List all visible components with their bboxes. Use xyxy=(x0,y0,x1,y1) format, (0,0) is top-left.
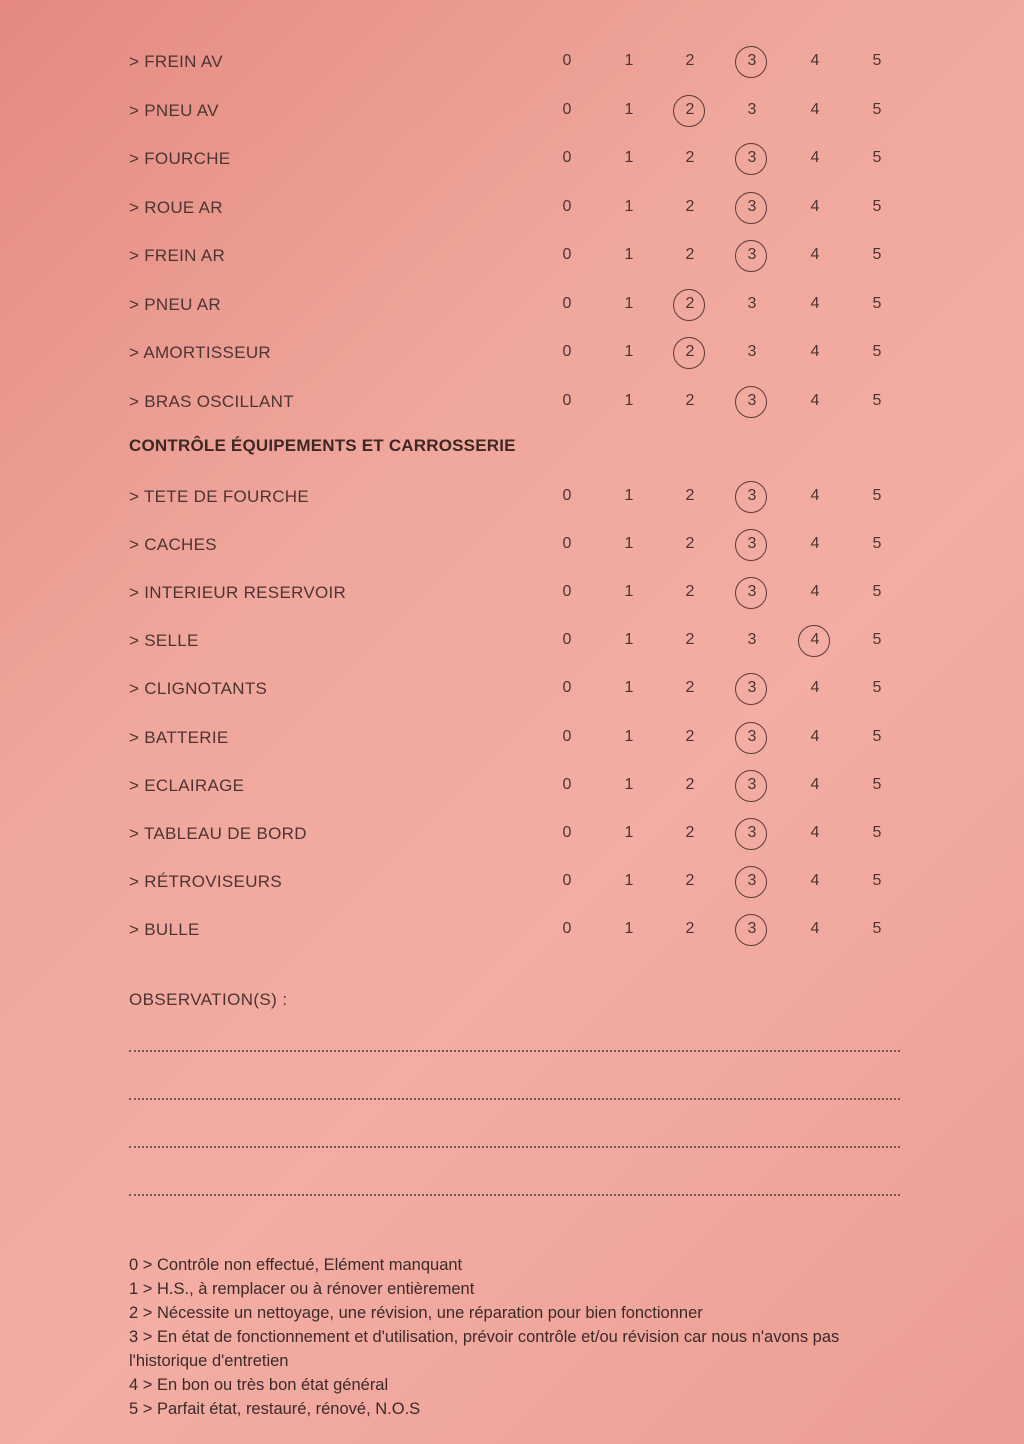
score-value: 3 xyxy=(747,294,757,312)
checklist-row xyxy=(0,916,1024,946)
score-value: 4 xyxy=(810,679,820,697)
score-value: 3 xyxy=(747,823,757,841)
item-label: > FREIN AR xyxy=(129,246,226,265)
score-value: 2 xyxy=(685,100,695,118)
checklist-row xyxy=(0,97,1024,127)
score-value: 1 xyxy=(624,775,634,793)
score-option-2[interactable] xyxy=(678,535,702,553)
score-option-2[interactable] xyxy=(678,101,702,119)
selected-circle-mark xyxy=(673,337,705,369)
score-value: 2 xyxy=(685,343,695,360)
score-value: 2 xyxy=(685,871,695,889)
score-value: 3 xyxy=(747,197,757,215)
selected-circle-mark xyxy=(735,770,767,802)
score-value: 2 xyxy=(685,583,695,601)
item-label: > CLIGNOTANTS xyxy=(129,679,268,699)
selected-circle-mark xyxy=(735,722,767,754)
score-value: 0 xyxy=(562,679,572,697)
checklist-row xyxy=(0,579,1024,609)
score-option-2[interactable] xyxy=(678,631,702,649)
checklist-row xyxy=(0,388,1024,418)
score-value: 0 xyxy=(562,391,572,409)
score-value: 2 xyxy=(685,919,695,937)
score-option-5[interactable] xyxy=(865,52,889,70)
score-value: 4 xyxy=(810,391,820,409)
score-value: 0 xyxy=(562,197,572,215)
score-value: 1 xyxy=(624,197,634,215)
score-option-0[interactable] xyxy=(555,392,579,410)
score-option-0[interactable] xyxy=(555,246,579,264)
score-value: 2 xyxy=(685,679,695,697)
score-option-1[interactable] xyxy=(617,392,641,410)
score-option-4[interactable] xyxy=(803,920,827,938)
selected-circle-mark xyxy=(735,386,767,418)
observations-title: OBSERVATION(S) : xyxy=(129,990,288,1009)
checklist-row xyxy=(0,724,1024,754)
score-value: 1 xyxy=(624,679,634,697)
score-value: 3 xyxy=(747,583,757,601)
score-option-4[interactable] xyxy=(803,246,827,264)
score-option-1[interactable] xyxy=(617,52,641,70)
selected-circle-mark xyxy=(735,818,767,850)
item-label: > ROUE AR xyxy=(129,197,223,217)
item-label: > INTERIEUR RESERVOIR xyxy=(129,583,347,603)
score-value: 0 xyxy=(562,246,572,263)
score-value: 0 xyxy=(562,583,572,601)
score-option-3[interactable] xyxy=(740,101,764,119)
legend-item-4: 4 > En bon ou très bon état général xyxy=(129,1376,389,1394)
score-value: 4 xyxy=(810,100,820,118)
score-value: 5 xyxy=(872,727,882,745)
score-option-5[interactable] xyxy=(865,246,889,264)
score-value: 2 xyxy=(685,149,695,166)
score-option-2[interactable] xyxy=(678,776,702,794)
checklist-row xyxy=(0,531,1024,561)
score-option-0[interactable] xyxy=(555,149,579,167)
score-value: 1 xyxy=(624,52,634,69)
score-value: 0 xyxy=(562,631,572,649)
score-option-4[interactable] xyxy=(803,631,827,649)
score-option-4[interactable] xyxy=(803,101,827,119)
score-option-4[interactable] xyxy=(803,295,827,313)
score-option-5[interactable] xyxy=(865,824,889,842)
observation-line-3[interactable] xyxy=(129,1144,900,1148)
score-option-4[interactable] xyxy=(803,535,827,553)
score-value: 1 xyxy=(624,294,634,312)
score-option-0[interactable] xyxy=(555,101,579,119)
legend-item-3: 3 > En état de fonctionnement et d'utilisation, prévoir contrôle et/ou révision car nous n'avons pas l'historique d'entretien xyxy=(129,1328,840,1370)
score-value: 5 xyxy=(872,487,882,504)
score-value: 0 xyxy=(562,871,572,889)
score-value: 5 xyxy=(872,583,882,601)
score-option-2[interactable] xyxy=(678,872,702,890)
score-value: 3 xyxy=(747,149,757,166)
score-option-4[interactable] xyxy=(803,872,827,890)
score-option-4[interactable] xyxy=(803,392,827,410)
score-value: 1 xyxy=(624,149,634,166)
checklist-row xyxy=(0,242,1024,272)
score-value: 5 xyxy=(872,197,882,215)
item-label: > FOURCHE xyxy=(129,149,231,168)
score-value: 0 xyxy=(562,535,572,553)
score-option-0[interactable] xyxy=(555,295,579,313)
score-option-5[interactable] xyxy=(865,872,889,890)
score-option-3[interactable] xyxy=(740,535,764,553)
score-option-3[interactable] xyxy=(740,392,764,410)
score-option-1[interactable] xyxy=(617,824,641,842)
score-option-2[interactable] xyxy=(678,679,702,697)
score-option-4[interactable] xyxy=(803,343,827,361)
score-option-4[interactable] xyxy=(803,52,827,70)
score-option-5[interactable] xyxy=(865,198,889,216)
score-option-5[interactable] xyxy=(865,920,889,938)
score-option-5[interactable] xyxy=(865,631,889,649)
score-value: 4 xyxy=(810,343,820,360)
selected-circle-mark xyxy=(735,914,767,946)
score-value: 1 xyxy=(624,919,634,937)
item-label: > BULLE xyxy=(129,919,200,939)
score-value: 2 xyxy=(685,775,695,793)
score-value: 4 xyxy=(810,52,820,69)
score-option-1[interactable] xyxy=(617,101,641,119)
item-label: > FREIN AV xyxy=(129,52,223,71)
score-option-0[interactable] xyxy=(555,487,579,505)
checklist-row xyxy=(0,675,1024,705)
score-option-1[interactable] xyxy=(617,295,641,313)
score-option-3[interactable] xyxy=(740,246,764,264)
item-label: > PNEU AR xyxy=(129,294,221,314)
score-value: 3 xyxy=(747,246,757,263)
score-option-2[interactable] xyxy=(678,728,702,746)
score-value: 5 xyxy=(872,919,882,937)
checklist-row xyxy=(0,868,1024,898)
score-value: 1 xyxy=(624,246,634,263)
score-value: 2 xyxy=(685,487,695,504)
score-option-3[interactable] xyxy=(740,149,764,167)
score-option-2[interactable] xyxy=(678,392,702,410)
score-value: 4 xyxy=(810,535,820,553)
score-option-0[interactable] xyxy=(555,198,579,216)
item-label: > ECLAIRAGE xyxy=(129,775,245,795)
selected-circle-mark xyxy=(735,143,767,175)
score-option-2[interactable] xyxy=(678,343,702,361)
score-value: 2 xyxy=(685,197,695,215)
score-value: 5 xyxy=(872,679,882,697)
score-value: 3 xyxy=(747,535,757,553)
score-option-4[interactable] xyxy=(803,198,827,216)
legend-item-0: 0 > Contrôle non effectué, Elément manquant xyxy=(129,1256,463,1274)
score-option-1[interactable] xyxy=(617,728,641,746)
score-option-1[interactable] xyxy=(617,679,641,697)
score-option-3[interactable] xyxy=(740,343,764,361)
observation-line-4[interactable] xyxy=(129,1192,900,1196)
score-option-3[interactable] xyxy=(740,198,764,216)
score-value: 1 xyxy=(624,871,634,889)
score-value: 1 xyxy=(624,343,634,360)
score-option-4[interactable] xyxy=(803,824,827,842)
selected-circle-mark xyxy=(735,529,767,561)
score-value: 5 xyxy=(872,52,882,69)
score-option-2[interactable] xyxy=(678,52,702,70)
score-value: 2 xyxy=(685,631,695,649)
item-label: > BATTERIE xyxy=(129,727,229,747)
score-value: 4 xyxy=(810,487,820,504)
score-value: 2 xyxy=(685,391,695,409)
score-option-3[interactable] xyxy=(740,920,764,938)
score-option-5[interactable] xyxy=(865,295,889,313)
score-value: 1 xyxy=(624,727,634,745)
checklist-row xyxy=(0,291,1024,321)
score-option-3[interactable] xyxy=(740,487,764,505)
score-value: 1 xyxy=(624,583,634,601)
item-label: > BRAS OSCILLANT xyxy=(129,391,294,411)
score-option-0[interactable] xyxy=(555,535,579,553)
score-value: 3 xyxy=(747,679,757,697)
score-value: 5 xyxy=(872,100,882,118)
item-label: > TABLEAU DE BORD xyxy=(129,823,307,843)
score-value: 3 xyxy=(747,391,757,409)
score-option-4[interactable] xyxy=(803,149,827,167)
selected-circle-mark xyxy=(735,673,767,705)
score-option-1[interactable] xyxy=(617,535,641,553)
item-label: > PNEU AV xyxy=(129,100,219,120)
score-value: 1 xyxy=(624,487,634,504)
selected-circle-mark xyxy=(798,625,830,657)
checklist-row xyxy=(0,772,1024,802)
score-option-5[interactable] xyxy=(865,487,889,505)
selected-circle-mark xyxy=(673,289,705,321)
score-value: 0 xyxy=(562,149,572,166)
score-option-3[interactable] xyxy=(740,583,764,601)
score-option-0[interactable] xyxy=(555,343,579,361)
score-value: 0 xyxy=(562,487,572,504)
score-option-1[interactable] xyxy=(617,149,641,167)
score-option-0[interactable] xyxy=(555,728,579,746)
score-option-5[interactable] xyxy=(865,149,889,167)
score-value: 0 xyxy=(562,727,572,745)
score-option-1[interactable] xyxy=(617,487,641,505)
score-value: 5 xyxy=(872,246,882,263)
score-option-3[interactable] xyxy=(740,824,764,842)
score-value: 5 xyxy=(872,149,882,166)
score-value: 3 xyxy=(747,631,757,649)
item-label: > SELLE xyxy=(129,631,199,651)
score-option-1[interactable] xyxy=(617,343,641,361)
observation-line-1[interactable] xyxy=(129,1048,900,1052)
score-value: 0 xyxy=(562,775,572,793)
score-value: 1 xyxy=(624,823,634,841)
score-value: 0 xyxy=(562,823,572,841)
checklist-row xyxy=(0,48,1024,78)
score-value: 1 xyxy=(624,535,634,553)
score-value: 2 xyxy=(685,52,695,69)
score-value: 4 xyxy=(810,919,820,937)
score-option-5[interactable] xyxy=(865,776,889,794)
score-option-5[interactable] xyxy=(865,535,889,553)
item-label: > RÉTROVISEURS xyxy=(129,871,282,891)
score-value: 3 xyxy=(747,100,757,118)
score-option-1[interactable] xyxy=(617,198,641,216)
score-value: 5 xyxy=(872,391,882,409)
score-value: 4 xyxy=(810,197,820,215)
score-value: 2 xyxy=(685,535,695,553)
score-option-3[interactable] xyxy=(740,872,764,890)
selected-circle-mark xyxy=(735,866,767,898)
score-value: 0 xyxy=(562,52,572,69)
score-option-2[interactable] xyxy=(678,487,702,505)
score-option-1[interactable] xyxy=(617,872,641,890)
score-value: 0 xyxy=(562,100,572,118)
score-option-2[interactable] xyxy=(678,198,702,216)
score-option-4[interactable] xyxy=(803,679,827,697)
score-option-3[interactable] xyxy=(740,728,764,746)
score-option-5[interactable] xyxy=(865,343,889,361)
score-option-3[interactable] xyxy=(740,631,764,649)
checklist-row xyxy=(0,194,1024,224)
selected-circle-mark xyxy=(735,240,767,272)
score-option-0[interactable] xyxy=(555,679,579,697)
score-value: 0 xyxy=(562,343,572,360)
score-option-0[interactable] xyxy=(555,872,579,890)
score-option-2[interactable] xyxy=(678,295,702,313)
score-option-0[interactable] xyxy=(555,583,579,601)
selected-circle-mark xyxy=(735,46,767,78)
selected-circle-mark xyxy=(673,95,705,127)
score-option-0[interactable] xyxy=(555,920,579,938)
score-value: 5 xyxy=(872,871,882,889)
score-value: 4 xyxy=(810,583,820,601)
item-label: > TETE DE FOURCHE xyxy=(129,487,310,506)
legend-item-1: 1 > H.S., à remplacer ou à rénover entièrement xyxy=(129,1280,475,1298)
checklist-row xyxy=(0,627,1024,657)
selected-circle-mark xyxy=(735,192,767,224)
score-value: 4 xyxy=(810,246,820,263)
score-value: 3 xyxy=(747,727,757,745)
score-option-4[interactable] xyxy=(803,776,827,794)
selected-circle-mark xyxy=(735,577,767,609)
score-option-5[interactable] xyxy=(865,583,889,601)
legend-item-2: 2 > Nécessite un nettoyage, une révision, une réparation pour bien fonctionner xyxy=(129,1304,703,1322)
score-value: 4 xyxy=(810,775,820,793)
score-value: 0 xyxy=(562,919,572,937)
score-option-5[interactable] xyxy=(865,728,889,746)
score-value: 1 xyxy=(624,631,634,649)
score-value: 3 xyxy=(747,343,757,360)
score-value: 5 xyxy=(872,823,882,841)
score-option-4[interactable] xyxy=(803,728,827,746)
score-option-1[interactable] xyxy=(617,583,641,601)
legend-item-5: 5 > Parfait état, restauré, rénové, N.O.S xyxy=(129,1400,421,1418)
score-value: 4 xyxy=(810,149,820,166)
section-title: CONTRÔLE ÉQUIPEMENTS ET CARROSSERIE xyxy=(129,436,516,455)
score-option-3[interactable] xyxy=(740,776,764,794)
score-option-4[interactable] xyxy=(803,583,827,601)
score-option-5[interactable] xyxy=(865,392,889,410)
score-value: 4 xyxy=(810,631,820,649)
score-value: 2 xyxy=(685,294,695,312)
score-value: 0 xyxy=(562,294,572,312)
score-value: 3 xyxy=(747,775,757,793)
score-option-1[interactable] xyxy=(617,920,641,938)
score-option-5[interactable] xyxy=(865,101,889,119)
score-value: 4 xyxy=(810,871,820,889)
score-option-0[interactable] xyxy=(555,776,579,794)
score-option-3[interactable] xyxy=(740,679,764,697)
observation-line-2[interactable] xyxy=(129,1096,900,1100)
score-value: 4 xyxy=(810,294,820,312)
score-value: 2 xyxy=(685,246,695,263)
item-label: > AMORTISSEUR xyxy=(129,343,271,362)
score-option-1[interactable] xyxy=(617,776,641,794)
checklist-row xyxy=(0,339,1024,369)
score-value: 1 xyxy=(624,391,634,409)
score-option-5[interactable] xyxy=(865,679,889,697)
item-label: > CACHES xyxy=(129,535,217,555)
score-value: 5 xyxy=(872,535,882,553)
score-value: 3 xyxy=(747,871,757,889)
score-value: 3 xyxy=(747,919,757,937)
score-value: 3 xyxy=(747,487,757,504)
score-value: 5 xyxy=(872,775,882,793)
checklist-row xyxy=(0,820,1024,850)
score-option-2[interactable] xyxy=(678,583,702,601)
score-value: 5 xyxy=(872,631,882,649)
score-option-3[interactable] xyxy=(740,295,764,313)
rating-legend xyxy=(129,1253,909,1421)
score-value: 5 xyxy=(872,343,882,360)
score-option-0[interactable] xyxy=(555,52,579,70)
score-option-3[interactable] xyxy=(740,52,764,70)
score-option-0[interactable] xyxy=(555,824,579,842)
score-value: 4 xyxy=(810,823,820,841)
score-option-4[interactable] xyxy=(803,487,827,505)
score-value: 1 xyxy=(624,100,634,118)
score-option-2[interactable] xyxy=(678,920,702,938)
selected-circle-mark xyxy=(735,481,767,513)
score-value: 4 xyxy=(810,727,820,745)
score-option-2[interactable] xyxy=(678,149,702,167)
checklist-row xyxy=(0,483,1024,513)
score-option-0[interactable] xyxy=(555,631,579,649)
score-value: 3 xyxy=(747,52,757,69)
score-option-2[interactable] xyxy=(678,824,702,842)
score-option-1[interactable] xyxy=(617,246,641,264)
score-value: 2 xyxy=(685,727,695,745)
score-value: 5 xyxy=(872,294,882,312)
score-option-1[interactable] xyxy=(617,631,641,649)
score-option-2[interactable] xyxy=(678,246,702,264)
checklist-row xyxy=(0,145,1024,175)
score-value: 2 xyxy=(685,823,695,841)
